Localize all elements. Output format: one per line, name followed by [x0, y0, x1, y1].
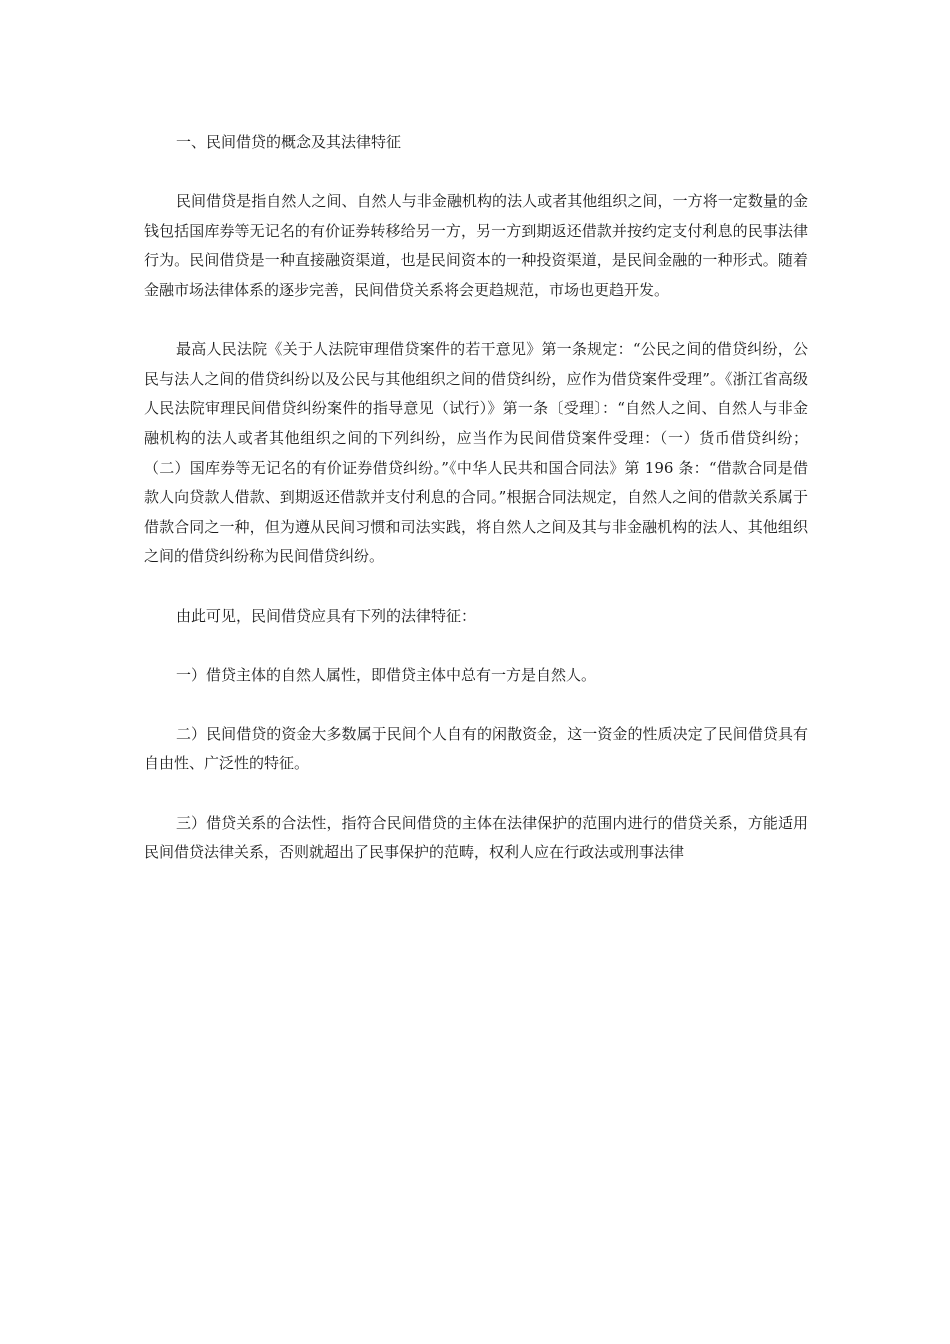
section-heading: 一、民间借贷的概念及其法律特征: [176, 133, 402, 151]
paragraph-legal-basis: 最高人民法院《关于人法院审理借贷案件的若干意见》第一条规定：“公民之间的借贷纠纷，公民与法人之间的借贷纠纷以及公民与其他组织之间的借贷纠纷，应作为借贷案件受理”。《浙江省高级人民法院审理民间借贷纠纷案件的指导意见（试行）》第一条〔受理〕：“自然人之间、自然人与非金融机构的法人或者其他组织之间的下列纠纷，应当作为民间借贷案件受理：（一）货币借贷纠纷；（二）国库券等无记名的有价证券借贷纠纷。”《中华人民共和国合同法》第 196 条：“借款合同是借款人向贷款人借款、到期返还借款并支付利息的合同。”根据合同法规定，自然人之间的借款关系属于借款合同之一种，但为遵从民间习惯和司法实践，将自然人之间及其与非金融机构的法人、其他组织之间的借贷纠纷称为民间借贷纠纷。: [144, 340, 808, 566]
document-body: [144, 128, 808, 897]
paragraph-feature-2: 二）民间借贷的资金大多数属于民间个人自有的闲散资金，这一资金的性质决定了民间借贷具有自由性、广泛性的特征。: [144, 724, 808, 773]
paragraph-features-intro: 由此可见，民间借贷应具有下列的法律特征：: [176, 606, 477, 625]
paragraph-feature-1: 一）借贷主体的自然人属性，即借贷主体中总有一方是自然人。: [176, 665, 597, 684]
paragraph-feature-3: 三）借贷关系的合法性，指符合民间借贷的主体在法律保护的范围内进行的借贷关系，方能适用民间借贷法律关系，否则就超出了民事保护的范畴，权利人应在行政法或刑事法律: [144, 813, 808, 862]
paragraph-definition: 民间借贷是指自然人之间、自然人与非金融机构的法人或者其他组织之间，一方将一定数量的金钱包括国库券等无记名的有价证券转移给另一方，另一方到期返还借款并按约定支付利息的民事法律行为。民间借贷是一种直接融资渠道，也是民间资本的一种投资渠道，是民间金融的一种形式。随着金融市场法律体系的逐步完善，民间借贷关系将会更趋规范，市场也更趋开发。: [144, 192, 808, 299]
